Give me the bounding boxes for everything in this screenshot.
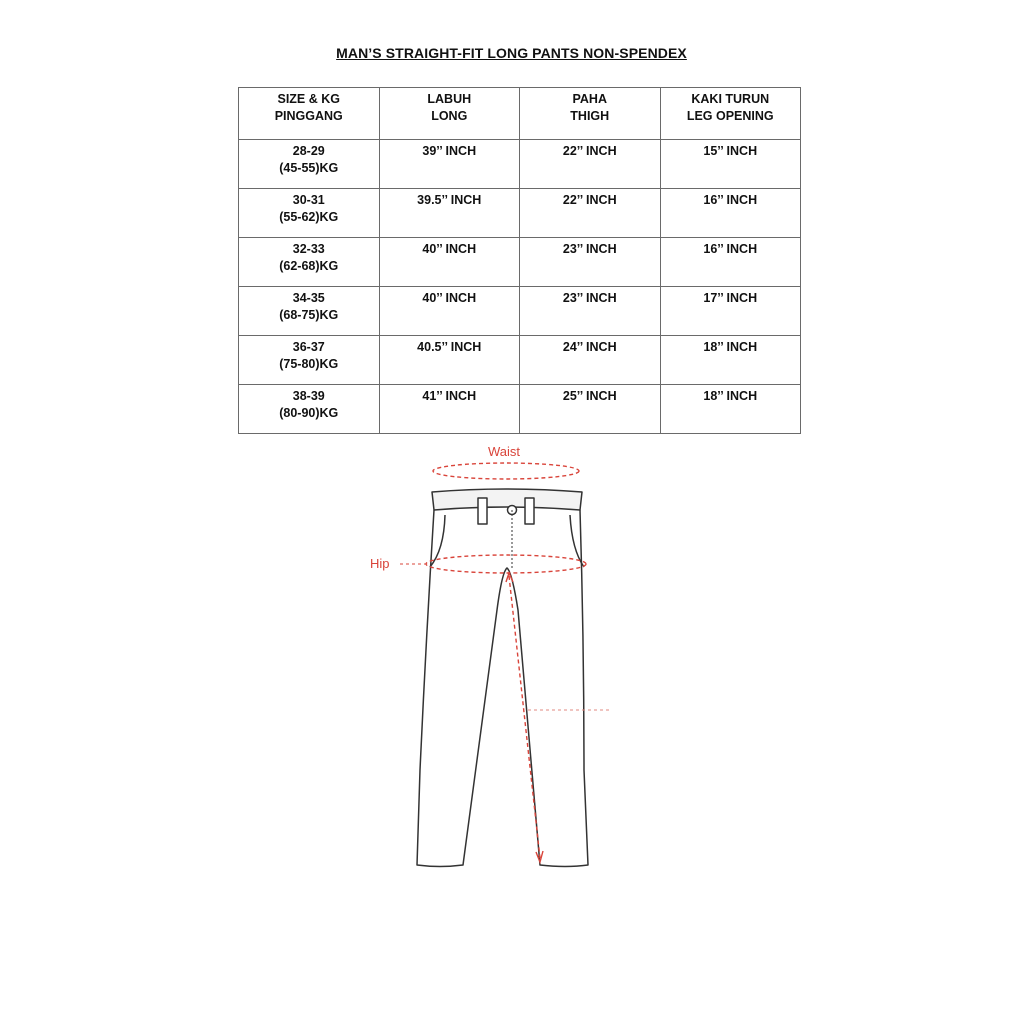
cell-leg: 18’’ INCH (660, 336, 801, 385)
cell-size (239, 385, 380, 434)
kg-value: (80-90)KG (279, 406, 339, 420)
size-value: 28-29 (292, 144, 325, 158)
kg-value: (45-55)KG (279, 161, 339, 175)
header-line: LEG OPENING (686, 109, 774, 123)
kg-value: (68-75)KG (279, 308, 339, 322)
cell-size (239, 189, 380, 238)
header-long (379, 88, 520, 140)
cell-leg: 16’’ INCH (660, 189, 801, 238)
cell-thigh: 25’’ INCH (520, 385, 661, 434)
cell-leg: 16’’ INCH (660, 238, 801, 287)
header-line: SIZE & KG (277, 92, 340, 106)
cell-long: 40’’ INCH (379, 238, 520, 287)
header-line: KAKI TURUN (691, 92, 770, 106)
header-line: PAHA (572, 92, 607, 106)
size-value: 32-33 (292, 242, 325, 256)
size-value: 30-31 (292, 193, 325, 207)
cell-thigh: 24’’ INCH (520, 336, 661, 385)
table-row (239, 238, 801, 287)
size-chart-table (238, 87, 801, 434)
table-row (239, 140, 801, 189)
cell-thigh: 23’’ INCH (520, 238, 661, 287)
cell-thigh: 22’’ INCH (520, 189, 661, 238)
cell-size (239, 238, 380, 287)
size-value: 34-35 (292, 291, 325, 305)
header-line: THIGH (570, 109, 610, 123)
cell-leg: 15’’ INCH (660, 140, 801, 189)
table-header-row (239, 88, 801, 140)
page-title: MAN’S STRAIGHT-FIT LONG PANTS NON-SPENDEX (336, 45, 687, 61)
waist-label: Waist (488, 444, 521, 459)
hip-label: Hip (370, 556, 390, 571)
kg-value: (62-68)KG (279, 259, 339, 273)
cell-leg: 17’’ INCH (660, 287, 801, 336)
header-line: LONG (431, 109, 468, 123)
cell-long: 39.5’’ INCH (379, 189, 520, 238)
header-leg-opening (660, 88, 801, 140)
table-row (239, 287, 801, 336)
kg-value: (75-80)KG (279, 357, 339, 371)
cell-thigh: 23’’ INCH (520, 287, 661, 336)
header-thigh (520, 88, 661, 140)
cell-long: 39’’ INCH (379, 140, 520, 189)
table-row (239, 189, 801, 238)
cell-size (239, 140, 380, 189)
header-line: PINGGANG (274, 109, 343, 123)
kg-value: (55-62)KG (279, 210, 339, 224)
header-line: LABUH (427, 92, 472, 106)
waist-measure-ellipse (433, 463, 579, 479)
pants-measurement-diagram (360, 440, 620, 875)
inseam-measure-line (509, 576, 540, 858)
cell-size (239, 336, 380, 385)
size-value: 36-37 (292, 340, 325, 354)
table-row (239, 385, 801, 434)
cell-leg: 18’’ INCH (660, 385, 801, 434)
size-value: 38-39 (292, 389, 325, 403)
table-row (239, 336, 801, 385)
cell-size (239, 287, 380, 336)
cell-thigh: 22’’ INCH (520, 140, 661, 189)
cell-long: 40’’ INCH (379, 287, 520, 336)
pants-outline (417, 489, 588, 867)
cell-long: 40.5’’ INCH (379, 336, 520, 385)
cell-long: 41’’ INCH (379, 385, 520, 434)
header-size (239, 88, 380, 140)
